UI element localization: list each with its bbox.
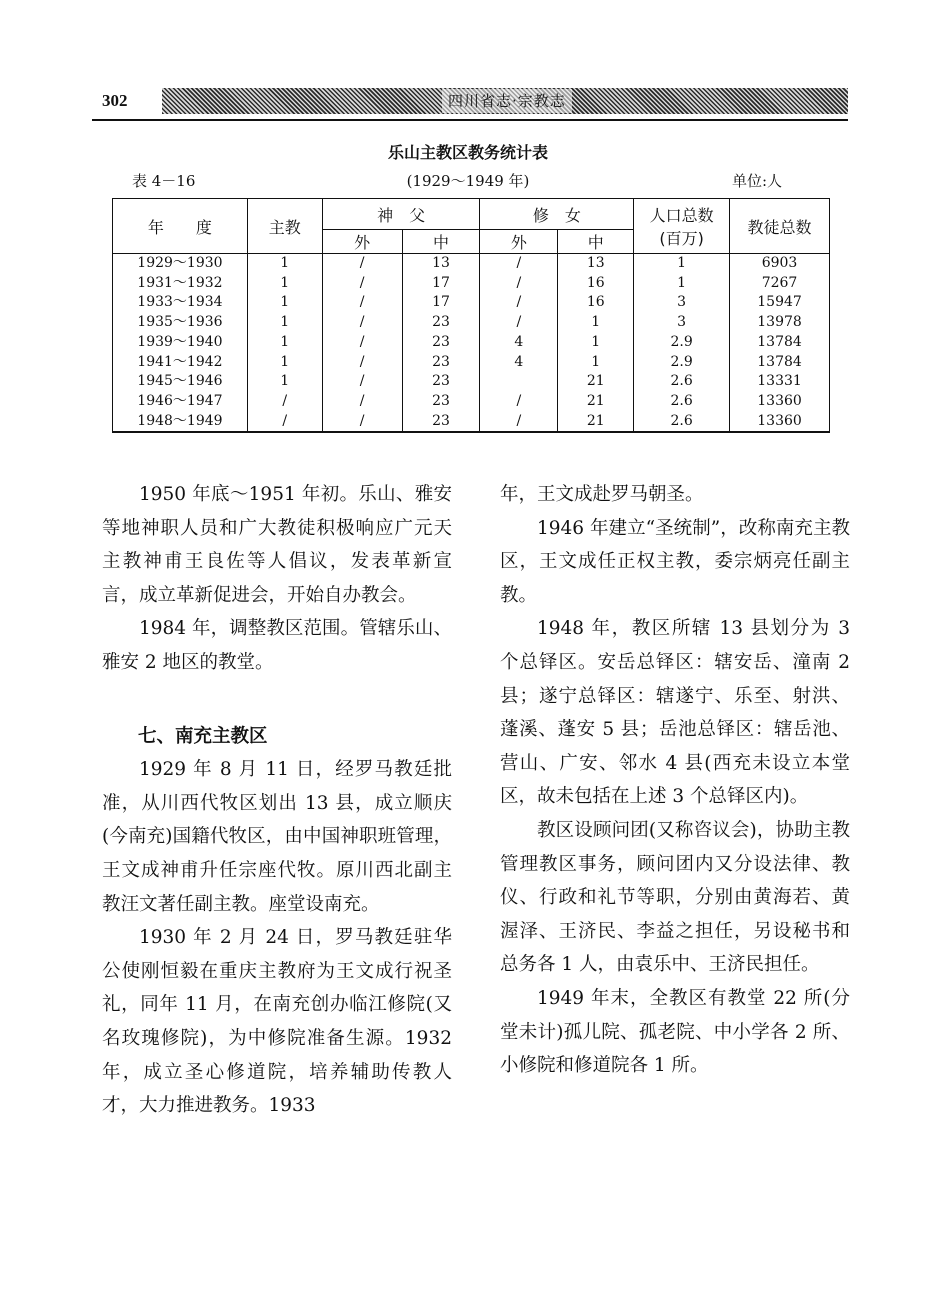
cell-nun-foreign: 4 bbox=[480, 353, 558, 373]
cell-bishop: 1 bbox=[247, 274, 322, 294]
header-population-label: 人口总数 bbox=[649, 206, 714, 225]
cell-bishop: 1 bbox=[247, 293, 322, 313]
paragraph: 1984 年，调整教区范围。管辖乐山、雅安 2 地区的教堂。 bbox=[102, 618, 452, 673]
cell-believers: 6903 bbox=[730, 254, 830, 274]
cell-believers: 13360 bbox=[730, 392, 830, 412]
cell-priest-chinese: 17 bbox=[402, 293, 480, 313]
cell-nun-foreign: / bbox=[480, 293, 558, 313]
header-priest-foreign: 外 bbox=[322, 230, 402, 254]
cell-believers: 7267 bbox=[730, 274, 830, 294]
cell-priest-chinese: 23 bbox=[402, 412, 480, 433]
paragraph: 1930 年 2 月 24 日，罗马教廷驻华公使刚恒毅在重庆主教府为王文成行祝圣礼，同年 11 月，在南充创办临江修院(又名玫瑰修院)，为中修院准备生源。1932 年，成立圣心修道院，培养辅助传教人才，大力推进教务。1933 bbox=[102, 927, 452, 1117]
cell-priest-foreign: / bbox=[322, 412, 402, 433]
paragraph: 1946 年建立“圣统制”，改称南充主教区，王文成任正权主教，委宗炳亮任副主教。 bbox=[500, 517, 850, 606]
statistics-table bbox=[112, 198, 830, 433]
table-unit: 单位:人 bbox=[732, 172, 783, 190]
table-row bbox=[113, 392, 830, 412]
cell-believers: 15947 bbox=[730, 293, 830, 313]
cell-year: 1933～1934 bbox=[113, 293, 248, 313]
cell-nun-foreign: / bbox=[480, 392, 558, 412]
paragraph: 年，王文成赴罗马朝圣。 bbox=[500, 484, 704, 505]
page-header bbox=[92, 86, 848, 118]
cell-priest-chinese: 23 bbox=[402, 353, 480, 373]
cell-bishop: 1 bbox=[247, 313, 322, 333]
paragraph: 1929 年 8 月 11 日，经罗马教廷批准，从川西代牧区划出 13 县，成立顺庆(今南充)国籍代牧区，由中国神职班管理，王文成神甫升任宗座代牧。原川西北副主教汪文著任副主教。座堂设南充。 bbox=[102, 759, 452, 915]
cell-priest-foreign: / bbox=[322, 313, 402, 333]
header-bishop: 主教 bbox=[247, 199, 322, 254]
table-body bbox=[113, 254, 830, 433]
cell-bishop: 1 bbox=[247, 353, 322, 373]
cell-year: 1929～1930 bbox=[113, 254, 248, 274]
cell-nun-chinese: 21 bbox=[558, 392, 634, 412]
cell-nun-foreign: 4 bbox=[480, 333, 558, 353]
table-row bbox=[113, 254, 830, 274]
cell-priest-chinese: 23 bbox=[402, 313, 480, 333]
cell-bishop: 1 bbox=[247, 372, 322, 392]
paragraph: 1949 年末，全教区有教堂 22 所(分堂未计)孤儿院、孤老院、中小学各 2 所、小修院和修道院各 1 所。 bbox=[500, 987, 850, 1077]
cell-population: 1 bbox=[634, 254, 730, 274]
cell-nun-chinese: 13 bbox=[558, 254, 634, 274]
cell-believers: 13360 bbox=[730, 412, 830, 433]
header-nun: 修 女 bbox=[480, 199, 634, 230]
cell-nun-chinese: 1 bbox=[558, 333, 634, 353]
cell-year: 1946～1947 bbox=[113, 392, 248, 412]
cell-bishop: 1 bbox=[247, 333, 322, 353]
header-believers: 教徒总数 bbox=[730, 199, 830, 254]
table-row bbox=[113, 412, 830, 433]
cell-priest-chinese: 23 bbox=[402, 333, 480, 353]
table-number: 表 4－16 bbox=[132, 172, 196, 190]
cell-year: 1941～1942 bbox=[113, 353, 248, 373]
cell-priest-foreign: / bbox=[322, 333, 402, 353]
cell-bishop: / bbox=[247, 412, 322, 433]
cell-population: 1 bbox=[634, 274, 730, 294]
cell-population: 2.9 bbox=[634, 333, 730, 353]
cell-population: 3 bbox=[634, 293, 730, 313]
cell-bishop: / bbox=[247, 392, 322, 412]
cell-bishop: 1 bbox=[247, 254, 322, 274]
cell-population: 2.6 bbox=[634, 392, 730, 412]
cell-priest-chinese: 23 bbox=[402, 372, 480, 392]
section-title: 七、南充主教区 bbox=[138, 725, 268, 747]
cell-priest-foreign: / bbox=[322, 254, 402, 274]
cell-nun-foreign: / bbox=[480, 274, 558, 294]
cell-believers: 13784 bbox=[730, 353, 830, 373]
table-row bbox=[113, 353, 830, 373]
header-population bbox=[634, 199, 730, 254]
cell-priest-foreign: / bbox=[322, 372, 402, 392]
table-period: (1929～1949 年) bbox=[406, 172, 530, 190]
cell-priest-chinese: 17 bbox=[402, 274, 480, 294]
header-year: 年 度 bbox=[113, 199, 248, 254]
cell-believers: 13331 bbox=[730, 372, 830, 392]
cell-nun-foreign bbox=[480, 372, 558, 392]
cell-year: 1948～1949 bbox=[113, 412, 248, 433]
cell-believers: 13978 bbox=[730, 313, 830, 333]
header-rule bbox=[92, 119, 848, 121]
right-column bbox=[500, 478, 850, 1083]
running-title: 四川省志·宗教志 bbox=[442, 89, 572, 113]
table-row bbox=[113, 293, 830, 313]
cell-nun-chinese: 1 bbox=[558, 313, 634, 333]
header-priest-chinese: 中 bbox=[402, 230, 480, 254]
paragraph: 教区设顾问团(又称咨议会)，协助主教管理教区事务，顾问团内又分设法律、教仪、行政和礼节等职，分别由黄海若、黄渥泽、王济民、李益之担任，另设秘书和总务各 1 人，由袁乐中、王济民担任。 bbox=[500, 819, 850, 976]
header-nun-foreign: 外 bbox=[480, 230, 558, 254]
cell-nun-foreign: / bbox=[480, 313, 558, 333]
cell-population: 3 bbox=[634, 313, 730, 333]
cell-year: 1945～1946 bbox=[113, 372, 248, 392]
table-row bbox=[113, 274, 830, 294]
table-row bbox=[113, 313, 830, 333]
cell-year: 1931～1932 bbox=[113, 274, 248, 294]
cell-population: 2.6 bbox=[634, 372, 730, 392]
table-row bbox=[113, 372, 830, 392]
cell-nun-chinese: 16 bbox=[558, 293, 634, 313]
page-number: 302 bbox=[102, 91, 128, 110]
cell-priest-foreign: / bbox=[322, 293, 402, 313]
header-nun-chinese: 中 bbox=[558, 230, 634, 254]
cell-nun-chinese: 1 bbox=[558, 353, 634, 373]
left-column bbox=[102, 478, 452, 1123]
cell-nun-chinese: 21 bbox=[558, 412, 634, 433]
header-band bbox=[162, 88, 848, 114]
cell-priest-chinese: 23 bbox=[402, 392, 480, 412]
paragraph: 1948 年，教区所辖 13 县划分为 3 个总铎区。安岳总铎区：辖安岳、潼南 2 县；遂宁总铎区：辖遂宁、乐至、射洪、蓬溪、蓬安 5 县；岳池总铎区：辖岳池、营山、广安、邻水 4 县(西充未设立本堂区，故未包括在上述 3 个总铎区内)。 bbox=[500, 618, 850, 808]
cell-believers: 13784 bbox=[730, 333, 830, 353]
table-row bbox=[113, 333, 830, 353]
table-title: 乐山主教区教务统计表 bbox=[387, 143, 548, 162]
cell-year: 1939～1940 bbox=[113, 333, 248, 353]
cell-nun-chinese: 16 bbox=[558, 274, 634, 294]
cell-nun-foreign: / bbox=[480, 412, 558, 433]
cell-priest-foreign: / bbox=[322, 392, 402, 412]
cell-nun-foreign: / bbox=[480, 254, 558, 274]
cell-population: 2.9 bbox=[634, 353, 730, 373]
cell-priest-chinese: 13 bbox=[402, 254, 480, 274]
cell-nun-chinese: 21 bbox=[558, 372, 634, 392]
paragraph: 1950 年底～1951 年初。乐山、雅安等地神职人员和广大教徒积极响应广元天主教神甫王良佐等人倡议，发表革新宣言，成立革新促进会，开始自办教会。 bbox=[102, 484, 452, 606]
cell-year: 1935～1936 bbox=[113, 313, 248, 333]
cell-priest-foreign: / bbox=[322, 274, 402, 294]
header-priest: 神 父 bbox=[322, 199, 480, 230]
header-population-unit: (百万) bbox=[659, 229, 704, 248]
cell-population: 2.6 bbox=[634, 412, 730, 433]
cell-priest-foreign: / bbox=[322, 353, 402, 373]
